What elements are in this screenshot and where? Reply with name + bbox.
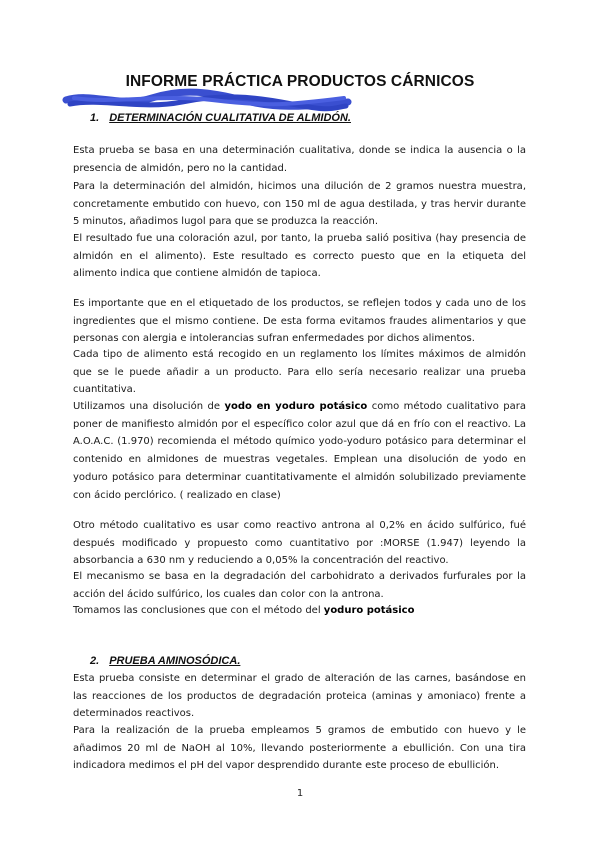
paragraph: Esta prueba consiste en determinar el grado de alteración de las carnes, basándose en las reacciones de los productos de degradación proteica (aminas y amoniaco) frente a determinados reactivos. [73, 673, 526, 720]
section-2-heading [90, 655, 240, 667]
bold-term: yodo en yoduro potásico [224, 401, 368, 412]
paragraph: Para la realización de la prueba empleamos 5 gramos de embutido con huevo y le añadimos 20 ml de NaOH al 10%, llevando posteriormente a ebullición. Con una tira indicadora medimos el pH del vapor desprendido durante este proceso de ebullición. [73, 725, 526, 772]
page-number: 1 [296, 788, 304, 799]
paragraph: El resultado fue una coloración azul, por tanto, la prueba salió positiva (hay presencia de almidón en el alimento). Este resultado es correcto puesto que en la etiqueta del alimento indica que contiene almidón de tapioca. [73, 233, 526, 280]
text-run: Utilizamos una disolución de [73, 401, 225, 412]
section-2-number: 2. [90, 655, 100, 667]
section-2-title: PRUEBA AMINOSÓDICA. [109, 655, 241, 667]
paragraph: Otro método cualitativo es usar como reactivo antrona al 0,2% en ácido sulfúrico, fué después modificado y propuesto como cuantitativo por :MORSE (1.947) leyendo la absorbancia a 630 nm y reduciendo a 0,05% la concentración del reactivo. [73, 520, 526, 567]
paragraph [73, 602, 526, 620]
paragraph: Esta prueba se basa en una determinación cualitativa, donde se indica la ausencia o la presencia de almidón, pero no la cantidad. [73, 145, 526, 174]
bold-term: yoduro potásico [323, 605, 415, 616]
paragraph: Para la determinación del almidón, hicimos una dilución de 2 gramos nuestra muestra, concretamente embutido con huevo, con 150 ml de agua destilada, y tras hervir durante 5 minutos, añadimos lugol para que se produzca la reacción. [73, 181, 526, 228]
document-title: INFORME PRÁCTICA PRODUCTOS CÁRNICOS [125, 73, 475, 90]
section-1-heading [90, 112, 351, 124]
paragraph: Cada tipo de alimento está recogido en un reglamento los límites máximos de almidón que se le puede añadir a un producto. Para ello sería necesario realizar una prueba cuantitativa. [73, 349, 526, 396]
paragraph [73, 398, 526, 504]
section-1-title: DETERMINACIÓN CUALITATIVA DE ALMIDÓN. [109, 112, 351, 124]
section-1-number: 1. [90, 112, 100, 124]
text-run: Tomamos las conclusiones que con el método del [73, 605, 324, 616]
paragraph: El mecanismo se basa en la degradación del carbohidrato a derivados furfurales por la acción del ácido sulfúrico, los cuales dan color con la antrona. [73, 571, 526, 600]
redaction-scribble [62, 88, 352, 114]
paragraph: Es importante que en el etiquetado de los productos, se reflejen todos y cada uno de los ingredientes que el mismo contiene. De esta forma evitamos fraudes alimentarios y que personas con alergia e intolerancias sufran enfermedades por dichos alimentos. [73, 298, 526, 345]
text-run: como método cualitativo para poner de manifiesto almidón por el específico color azul que dá en frío con el reactivo. La A.O.A.C. (1.970) recomienda el método químico yodo-yoduro potásico para determinar el contenido en almidones de muestras vegetales. Emplean una disolución de yodo en yoduro potásico para determinar cuantitativamente el almidón solubilizado previamente con ácido perclórico. ( realizado en clase) [73, 401, 527, 501]
